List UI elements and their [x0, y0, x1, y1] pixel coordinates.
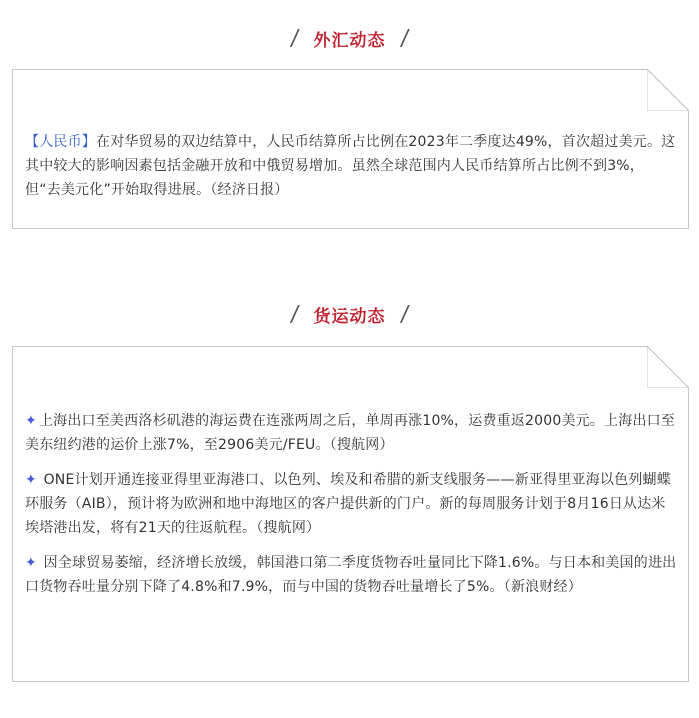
page-fold-icon: [647, 346, 689, 388]
slash-left-decoration: /: [289, 302, 301, 327]
forex-section-title: 外汇动态: [313, 31, 386, 51]
slash-right-decoration: /: [398, 26, 410, 51]
freight-heading: [0, 302, 699, 332]
slash-left-decoration: /: [289, 26, 301, 51]
news-item-text: 因全球贸易萎缩，经济增长放缓，韩国港口第二季度货物吞吐量同比下降1.6%。与日本和美国的进出口货物吞吐量分别下降了4.8%和7.9%，而与中国的货物吞吐量增长了5%。（新浪财经）: [25, 555, 677, 595]
forex-heading: [0, 26, 699, 56]
freight-section-title: 货运动态: [313, 307, 386, 327]
star-bullet-icon: ✦: [25, 472, 37, 488]
forex-news-text: 在对华贸易的双边结算中，人民币结算所占比例在2023年二季度达49%，首次超过美元。这其中较大的影响因素包括金融开放和中俄贸易增加。虽然全球范围内人民币结算所占比例不到3%，但“去美元化”开始取得进展。（经济日报）: [25, 134, 676, 198]
star-bullet-icon: ✦: [25, 555, 37, 571]
freight-card: [12, 346, 689, 682]
freight-card-body: [25, 409, 678, 610]
list-item: [25, 409, 678, 457]
slash-right-decoration: /: [398, 302, 410, 327]
page-fold-icon: [647, 69, 689, 111]
rmb-tag: 【人民币】: [25, 134, 96, 150]
forex-card: [12, 69, 689, 229]
forex-card-body: [25, 130, 678, 202]
list-item: [25, 468, 678, 540]
news-item-text: ONE计划开通连接亚得里亚海港口、以色列、埃及和希腊的新支线服务——新亚得里亚海以色列蝴蝶环服务（AIB），预计将为欧洲和地中海地区的客户提供新的门户。新的每周服务计划于8月16日从达米埃塔港出发，将有21天的往返航程。（搜航网）: [25, 472, 671, 536]
star-bullet-icon: ✦: [25, 413, 37, 429]
list-item: [25, 551, 678, 599]
news-item-text: 上海出口至美西洛杉矶港的海运费在连涨两周之后，单周再涨10%，运费重返2000美元。上海出口至美东纽约港的运价上涨7%，至2906美元/FEU。（搜航网）: [25, 413, 676, 453]
